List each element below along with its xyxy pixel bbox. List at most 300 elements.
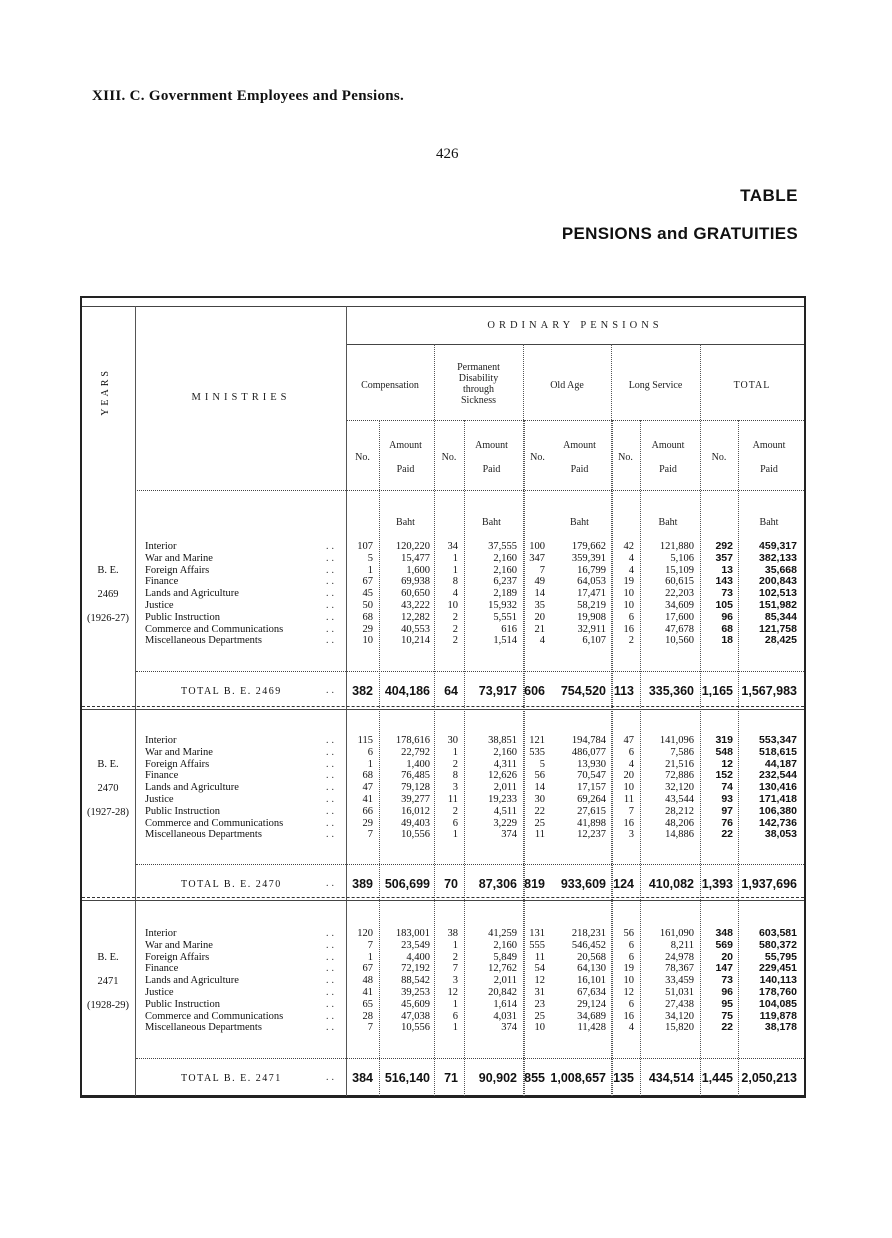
cell-value: 6 [452, 1010, 458, 1022]
cell-value: 56 [534, 770, 545, 782]
year-ad-label: (1928-29) [87, 1000, 129, 1011]
year-ad-label: (1926-27) [87, 613, 129, 624]
total-value: 389 [352, 877, 373, 891]
ministry-label: Finance [145, 963, 179, 975]
cell-value: 67,634 [577, 987, 606, 998]
table-subtitle: PENSIONS and GRATUITIES [561, 224, 798, 243]
leader-dots: .. [326, 564, 337, 576]
cell-value: 2 [452, 758, 458, 770]
total-row-label: TOTAL B. E. 2471 [181, 1073, 282, 1084]
leader-dots: .. [326, 552, 337, 564]
cell-value: 72,886 [665, 770, 694, 782]
cell-value: 68 [362, 770, 373, 782]
cell-value: 10 [362, 635, 373, 647]
ministry-label: Foreign Affairs [145, 951, 210, 963]
cell-value: 120,220 [395, 541, 430, 552]
cell-value: 41,898 [577, 817, 606, 829]
leader-dots: .. [326, 1022, 337, 1034]
total-value: 382 [352, 684, 373, 698]
cell-value: 74 [721, 781, 733, 794]
cell-value: 67 [362, 576, 373, 588]
ordinary-pensions-rule [346, 344, 804, 345]
cell-value: 4 [452, 588, 458, 600]
cell-value: 17,600 [665, 611, 694, 623]
leader-dots: .. [326, 623, 337, 635]
cell-value: 14 [534, 782, 545, 794]
cell-value: 616 [501, 623, 517, 635]
cell-value: 518,615 [759, 745, 797, 758]
cell-value: 12,762 [488, 963, 517, 975]
cell-value: 16 [623, 623, 634, 635]
cell-value: 20,568 [577, 951, 606, 963]
cell-value: 45 [362, 588, 373, 600]
ministry-label: Commerce and Communications [145, 817, 284, 829]
cell-value: 5 [367, 552, 373, 564]
cell-value: 2 [452, 611, 458, 623]
total-value: 135 [613, 1071, 634, 1085]
cell-value: 569 [715, 938, 733, 951]
cell-value: 6 [628, 746, 634, 758]
ministry-label: Public Instruction [145, 805, 220, 817]
cell-value: 31 [534, 987, 545, 998]
total-header: TOTAL [733, 380, 771, 391]
cell-value: 11,428 [577, 1022, 606, 1034]
cell-value: 2 [628, 635, 634, 647]
leader-dots: .. [326, 829, 337, 841]
ministry-label: Interior [145, 735, 177, 746]
cell-value: 6 [367, 746, 373, 758]
no-subheader: No. [618, 452, 633, 463]
cell-value: 121,758 [759, 622, 797, 635]
cell-value: 38,178 [764, 1021, 797, 1034]
cell-value: 6 [628, 951, 634, 963]
cell-value: 43,544 [665, 794, 694, 805]
leader-dots: .. [326, 1010, 337, 1022]
total-value: 819 [524, 877, 545, 891]
cell-value: 15,820 [665, 1022, 694, 1034]
cell-value: 78,367 [665, 963, 694, 975]
cell-value: 105 [715, 599, 733, 611]
cell-value: 38,851 [488, 735, 517, 746]
cell-value: 47 [362, 782, 373, 794]
cell-value: 19,908 [577, 611, 606, 623]
cell-value: 64,130 [577, 963, 606, 975]
header-top-rule [82, 306, 804, 307]
paid-subheader: Paid [659, 464, 677, 475]
old-age-header: Old Age [550, 380, 584, 391]
ministry-label: War and Marine [145, 939, 213, 951]
cell-value: 54 [534, 963, 545, 975]
cell-value: 8 [452, 576, 458, 588]
cell-value: 69,264 [577, 794, 606, 805]
cell-value: 171,418 [759, 793, 797, 805]
block-separator-lower [82, 900, 804, 901]
no-subheader: No. [441, 452, 457, 463]
cell-value: 15,477 [401, 552, 430, 564]
leader-dots: .. [326, 878, 337, 889]
cell-value: 29,124 [577, 998, 606, 1010]
baht-unit-label: Baht [759, 517, 779, 528]
cell-value: 44,187 [764, 757, 797, 770]
cell-value: 183,001 [395, 928, 430, 939]
paid-subheader: Paid [482, 464, 501, 475]
total-value: 434,514 [648, 1071, 694, 1085]
cell-value: 1 [452, 564, 458, 576]
subheader-rule [346, 420, 804, 421]
cell-value: 70,547 [577, 770, 606, 782]
no-subheader: No. [711, 452, 727, 463]
total-value: 2,050,213 [741, 1071, 797, 1085]
cell-value: 49,403 [401, 817, 430, 829]
cell-value: 292 [715, 540, 733, 552]
long-service-header: Long Service [628, 380, 683, 391]
cell-value: 58,219 [577, 600, 606, 611]
cell-value: 374 [501, 829, 517, 841]
cell-value: 7 [367, 939, 373, 951]
years-column-rule [135, 306, 136, 1096]
cell-value: 546,452 [571, 939, 606, 951]
total-top-rule [136, 671, 804, 672]
amount-subheader: Amount [389, 440, 422, 451]
cell-value: 93 [721, 793, 733, 805]
cell-value: 28,425 [764, 634, 797, 647]
cell-value: 45,609 [401, 998, 430, 1010]
cell-value: 12 [721, 757, 733, 770]
cell-value: 48 [362, 975, 373, 987]
cell-value: 1 [367, 564, 373, 576]
cell-value: 48,206 [665, 817, 694, 829]
cell-value: 13 [721, 563, 733, 576]
ministry-label: Commerce and Communications [145, 623, 284, 635]
cell-value: 60,650 [401, 588, 430, 600]
leader-dots: .. [326, 758, 337, 770]
leader-dots: .. [326, 951, 337, 963]
year-be-label: B. E. [97, 759, 119, 770]
cell-value: 41 [362, 987, 373, 998]
cell-value: 11 [534, 829, 545, 841]
cell-value: 64,053 [577, 576, 606, 588]
cell-value: 1 [367, 758, 373, 770]
cell-value: 1,614 [493, 998, 517, 1010]
leader-dots: .. [326, 611, 337, 623]
cell-value: 14,886 [665, 829, 694, 841]
total-value: 606 [524, 684, 545, 698]
ministry-label: Justice [145, 600, 174, 611]
cell-value: 19 [623, 576, 634, 588]
total-value: 124 [613, 877, 634, 891]
cell-value: 66 [362, 805, 373, 817]
cell-value: 38 [447, 928, 458, 939]
cell-value: 17,157 [577, 782, 606, 794]
cell-value: 34 [447, 541, 458, 552]
disability-header: Permanent Disability through Sickness [457, 362, 500, 406]
amount-subheader: Amount [752, 440, 786, 451]
total-row-label: TOTAL B. E. 2470 [181, 879, 282, 890]
cell-value: 10 [623, 600, 634, 611]
col-rule-4 [612, 420, 613, 1096]
cell-value: 85,344 [764, 610, 797, 623]
year-be-label: B. E. [97, 565, 119, 576]
cell-value: 3 [452, 782, 458, 794]
cell-value: 1 [452, 939, 458, 951]
cell-value: 76,485 [401, 770, 430, 782]
cell-value: 55,795 [764, 950, 797, 963]
total-value: 404,186 [384, 684, 430, 698]
cell-value: 8,211 [670, 939, 694, 951]
year-label: 2471 [97, 976, 119, 987]
ministry-label: Justice [145, 987, 174, 998]
no-subheader: No. [355, 452, 370, 463]
cell-value: 7 [367, 1022, 373, 1034]
cell-value: 178,616 [395, 735, 430, 746]
cell-value: 232,544 [759, 769, 797, 782]
total-value: 70 [444, 877, 458, 891]
baht-unit-label: Baht [658, 517, 678, 528]
cell-value: 65 [362, 998, 373, 1010]
cell-value: 130,416 [759, 781, 797, 794]
cell-value: 10 [534, 1022, 545, 1034]
ordinary-pensions-header: ORDINARY PENSIONS [487, 320, 663, 331]
cell-value: 535 [529, 746, 545, 758]
ministry-label: Finance [145, 770, 179, 782]
cell-value: 8 [452, 770, 458, 782]
cell-value: 72,192 [401, 963, 430, 975]
cell-value: 4 [539, 635, 545, 647]
cell-value: 131 [529, 928, 545, 939]
leader-dots: .. [326, 770, 337, 782]
cell-value: 1 [452, 1022, 458, 1034]
cell-value: 42 [623, 541, 634, 552]
cell-value: 7 [367, 829, 373, 841]
paid-subheader: Paid [396, 464, 415, 475]
total-top-rule [136, 864, 804, 865]
cell-value: 12,237 [577, 829, 606, 841]
total-value: 64 [444, 684, 458, 698]
total-value: 71 [444, 1071, 458, 1085]
cell-value: 5,849 [493, 951, 517, 963]
cell-value: 3 [628, 829, 634, 841]
cell-value: 12 [447, 987, 458, 998]
cell-value: 22,203 [665, 588, 694, 600]
cell-value: 15,932 [488, 600, 517, 611]
total-value: 1,445 [701, 1071, 733, 1085]
ministry-label: Interior [145, 928, 177, 939]
total-value: 516,140 [384, 1071, 430, 1085]
cell-value: 10,556 [401, 829, 430, 841]
total-value: 73,917 [478, 684, 517, 698]
cell-value: 10,556 [401, 1022, 430, 1034]
cell-value: 359,391 [571, 552, 606, 564]
amount-subheader: Amount [475, 440, 508, 451]
amount-subheader: Amount [563, 440, 596, 451]
cell-value: 22 [721, 1021, 733, 1034]
cell-value: 194,784 [571, 735, 606, 746]
cell-value: 4 [628, 552, 634, 564]
page-number: 426 [436, 146, 459, 162]
leader-dots: .. [326, 928, 337, 939]
cell-value: 141,096 [659, 735, 694, 746]
cell-value: 23 [534, 998, 545, 1010]
ministry-label: Foreign Affairs [145, 564, 210, 576]
total-value: 506,699 [384, 877, 430, 891]
cell-value: 47,678 [665, 623, 694, 635]
cell-value: 14 [534, 588, 545, 600]
cell-value: 29 [362, 817, 373, 829]
total-value: 1,165 [701, 684, 733, 698]
cell-value: 4,311 [493, 758, 517, 770]
cell-value: 6 [628, 998, 634, 1010]
cell-value: 102,513 [759, 587, 797, 600]
total-value: 855 [524, 1071, 545, 1085]
cell-value: 2,189 [493, 588, 517, 600]
cell-value: 161,090 [659, 928, 694, 939]
cell-value: 319 [715, 734, 733, 746]
cell-value: 382,133 [759, 551, 797, 564]
no-subheader: No. [530, 452, 545, 463]
cell-value: 3 [452, 975, 458, 987]
ministry-label: Miscellaneous Departments [145, 1022, 262, 1034]
cell-value: 555 [529, 939, 545, 951]
cell-value: 4,400 [406, 951, 430, 963]
ministry-label: Commerce and Communications [145, 1010, 284, 1022]
cell-value: 143 [715, 575, 733, 588]
cell-value: 115 [357, 735, 373, 746]
cell-value: 140,113 [759, 974, 797, 987]
cell-value: 10 [447, 600, 458, 611]
cell-value: 11 [534, 951, 545, 963]
paid-subheader: Paid [760, 464, 778, 475]
cell-value: 2 [452, 805, 458, 817]
total-value: 1,937,696 [741, 877, 797, 891]
cell-value: 38,053 [764, 828, 797, 841]
ministry-label: Interior [145, 541, 177, 552]
cell-value: 179,662 [571, 541, 606, 552]
cell-value: 152 [715, 769, 733, 782]
cell-value: 6,107 [582, 635, 606, 647]
cell-value: 5 [539, 758, 545, 770]
leader-dots: .. [326, 987, 337, 998]
leader-dots: .. [326, 817, 337, 829]
ministry-label: Justice [145, 794, 174, 805]
cell-value: 28,212 [665, 805, 694, 817]
cell-value: 2,160 [493, 746, 517, 758]
cell-value: 106,380 [759, 804, 797, 817]
cell-value: 1 [452, 829, 458, 841]
total-value: 335,360 [648, 684, 694, 698]
cell-value: 2,160 [493, 939, 517, 951]
total-top-rule [136, 1058, 804, 1059]
cell-value: 6,237 [493, 576, 517, 588]
header-bottom-rule [135, 490, 804, 491]
block-separator-lower [82, 709, 804, 710]
cell-value: 10 [623, 782, 634, 794]
total-value: 410,082 [648, 877, 694, 891]
cell-value: 18 [721, 634, 733, 647]
cell-value: 100 [529, 541, 545, 552]
cell-value: 16 [623, 817, 634, 829]
block-separator [82, 897, 804, 898]
cell-value: 34,689 [577, 1010, 606, 1022]
total-value: 90,902 [478, 1071, 517, 1085]
cell-value: 22,792 [401, 746, 430, 758]
cell-value: 374 [501, 1022, 517, 1034]
cell-value: 151,982 [759, 599, 797, 611]
cell-value: 12 [534, 975, 545, 987]
cell-value: 2 [452, 623, 458, 635]
cell-value: 21 [534, 623, 545, 635]
cell-value: 28 [362, 1010, 373, 1022]
cell-value: 580,372 [759, 938, 797, 951]
cell-value: 4 [628, 758, 634, 770]
ministry-label: War and Marine [145, 746, 213, 758]
cell-value: 16 [623, 1010, 634, 1022]
leader-dots: .. [326, 794, 337, 805]
cell-value: 6 [628, 939, 634, 951]
cell-value: 104,085 [759, 997, 797, 1010]
cell-value: 7 [452, 963, 458, 975]
cell-value: 19 [623, 963, 634, 975]
cell-value: 69,938 [401, 576, 430, 588]
baht-unit-label: Baht [396, 517, 415, 528]
table-word: TABLE [740, 186, 798, 205]
ministry-label: Foreign Affairs [145, 758, 210, 770]
leader-dots: .. [326, 746, 337, 758]
cell-value: 120 [357, 928, 373, 939]
cell-value: 121,880 [659, 541, 694, 552]
cell-value: 11 [623, 794, 634, 805]
cell-value: 20 [623, 770, 634, 782]
cell-value: 19,233 [488, 794, 517, 805]
cell-value: 10,560 [665, 635, 694, 647]
cell-value: 12 [623, 987, 634, 998]
total-value: 1,393 [701, 877, 733, 891]
compensation-header: Compensation [361, 380, 419, 391]
cell-value: 1 [367, 951, 373, 963]
block-separator [82, 706, 804, 707]
cell-value: 24,978 [665, 951, 694, 963]
ministry-label: Lands and Agriculture [145, 975, 239, 987]
ministries-column-rule [346, 306, 347, 1096]
cell-value: 119,878 [759, 1009, 797, 1022]
leader-dots: .. [326, 805, 337, 817]
cell-value: 2,011 [493, 782, 517, 794]
cell-value: 347 [529, 552, 545, 564]
cell-value: 16,799 [577, 564, 606, 576]
total-value: 933,609 [560, 877, 606, 891]
leader-dots: .. [326, 685, 337, 696]
ministry-label: Public Instruction [145, 611, 220, 623]
total-row-label: TOTAL B. E. 2469 [181, 686, 282, 697]
cell-value: 1 [452, 746, 458, 758]
total-value: 1,008,657 [550, 1071, 606, 1085]
cell-value: 1,600 [406, 564, 430, 576]
cell-value: 21,516 [665, 758, 694, 770]
ministry-label: War and Marine [145, 552, 213, 564]
cell-value: 218,231 [571, 928, 606, 939]
cell-value: 79,128 [401, 782, 430, 794]
cell-value: 25 [534, 817, 545, 829]
cell-value: 13,930 [577, 758, 606, 770]
ministry-label: Miscellaneous Departments [145, 829, 262, 841]
cell-value: 459,317 [759, 540, 797, 552]
paid-subheader: Paid [570, 464, 589, 475]
cell-value: 25 [534, 1010, 545, 1022]
cell-value: 20 [721, 950, 733, 963]
cell-value: 3,229 [493, 817, 517, 829]
cell-value: 5,106 [670, 552, 694, 564]
leader-dots: .. [326, 1072, 337, 1083]
cell-value: 553,347 [759, 734, 797, 746]
